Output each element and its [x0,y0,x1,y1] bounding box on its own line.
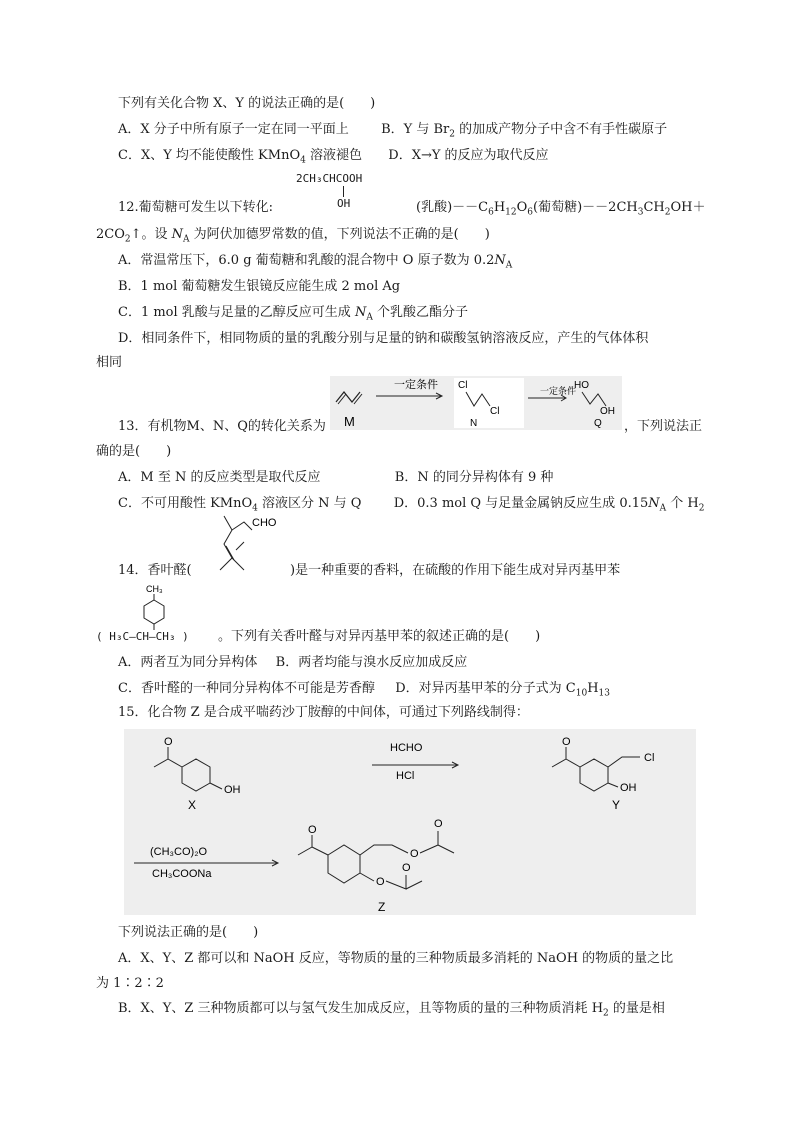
z-o-2: O [410,848,419,860]
citral-bond [236,542,244,550]
synthesis-route-svg [124,729,696,915]
y-o: O [562,736,571,748]
citral-cho: CHO [252,517,277,529]
question-12-lead: 12.葡萄糖可发生以下转化: [118,200,274,215]
z-ring [328,845,360,883]
label-q: Q [594,418,602,429]
question-13-lead: 13．有机物M、N、Q的转化关系为 [118,419,326,434]
label-cl-2: Cl [490,406,500,417]
label-z: Z [378,900,386,914]
x-o: O [164,736,173,748]
question-15-option-a-cont: 为 1∶2∶2 [96,976,164,991]
option-a: A．两者互为同分异构体 [118,655,258,670]
option-a: A．M 至 N 的反应类型是取代反应 [118,470,321,485]
question-15-stem: 下列说法正确的是( ) [118,925,259,940]
z-ch2-oac [360,845,408,855]
z-o-3: O [434,818,443,830]
question-13-options-cd [118,495,704,513]
option-c: C．香叶醛的一种同分异构体不可能是芳香醇 [118,681,375,696]
question-15-lead: 15．化合物 Z 是合成平喘药沙丁胺醇的中间体，可通过下列路线制得： [118,705,529,720]
y-ring [580,759,608,791]
cond2: 一定条件 [540,386,577,396]
reagent1-bottom: HCl [396,770,415,782]
label-m: M [344,414,355,429]
citral-double [226,546,234,560]
y-ch2cl [608,757,640,767]
question-14-options-ab [118,654,467,672]
x-oh-bond [210,783,222,789]
label-y: Y [612,798,621,812]
label-x: X [188,798,197,812]
y-acetyl-link [566,759,580,767]
p-cymene-structure [118,582,188,632]
question-14-lead: 14．香叶醛( [118,563,192,578]
y-oh: OH [620,782,637,794]
question-12-option-b: B．1 mol 葡萄糖发生银镜反应能生成 2 mol Ag [118,279,401,294]
question-13-tail: ，下列说法正 [624,419,703,434]
double-bond-2 [354,394,362,404]
reagent1-top: HCHO [390,742,423,754]
lactic-acid-formula: 2CH₃CHCOOH [296,172,363,185]
option-c: C．不可用酸性 KMnO$_4$ 溶液区分 N 与 Q [118,496,362,514]
question-11-stem: 下列有关化合物 X、Y 的说法正确的是( ) [118,96,376,111]
z-ester-1 [420,831,438,853]
label-n: N [470,418,478,429]
z-o-1: O [308,824,317,836]
citral-branch [232,522,252,530]
cymene-ring [144,600,164,624]
lactic-acid-oh: OH [337,197,351,210]
question-11-options-ab [118,121,667,139]
z-oac-bond [360,873,374,881]
reagent2-bottom: CH₃COONa [152,868,212,880]
question-14-options-cd [118,680,610,698]
label-ho: HO [574,380,589,391]
question-15-option-b: B．X、Y、Z 三种物质都可以与氢气发生加成反应，且等物质的量的三种物质消耗 $H_2$ 的量是相 [118,1001,665,1019]
question-13-options-ab [118,469,553,487]
option-d: D．0.3 mol Q 与足量金属钠反应生成 $0.15N_A$ 个 $H_2$ [393,496,705,514]
question-14-tail: )是一种重要的香料，在硫酸的作用下能生成对异丙基甲苯 [290,563,621,578]
question-12-stem-line2: $2CO_2↑$。设 $N_A$ 为阿伏加德罗常数的值，下列说法不正确的是( ) [96,227,490,245]
reagent2-top: (CH₃CO)₂O [150,846,208,858]
y-cl: Cl [644,752,655,764]
z-acetyl [298,835,312,855]
x-oh: OH [224,784,241,796]
mnq-reaction-svg [330,376,622,430]
option-b: B．Y 与 $Br_2$ 的加成产物分子中含不有手性碳原子 [381,122,668,140]
z-o-4: O [376,876,385,888]
z-acetyl-link [312,847,328,855]
z-ester-1-me [438,845,454,853]
x-ring [182,759,210,791]
y-oh-bond [608,783,618,787]
question-15-option-a: A．X、Y、Z 都可以和 NaOH 反应，等物质的量的三种物质最多消耗的 NaOH 的物质的量之比 [118,951,674,966]
question-11-options-cd [118,147,549,165]
question-12-option-a: A．常温常压下，6.0 g 葡萄糖和乳酸的混合物中 O 原子数为 $0.2N_A$ [118,253,513,271]
x-acetyl [154,747,168,767]
question-12-option-c: C．1 mol 乳酸与足量的乙醇反应可生成 $N_A$ 个乳酸乙酯分子 [118,305,468,323]
question-12-option-d: D．相同条件下，相同物质的量的乳酸分别与足量的钠和碳酸氢钠溶液反应，产生的气体体积 [118,331,649,346]
option-d: D．对异丙基甲苯的分子式为 $C_{10}H_{13}$ [395,681,610,699]
z-o-5: O [402,862,411,874]
double-bond-1 [338,394,346,404]
mnq-reaction-diagram [330,376,622,430]
question-12-equation: (乳酸)$--C_6H_{12}O_6$(葡萄糖)$--2CH_3CH_2OH+$ [416,200,706,218]
option-c: C．X、Y 均不能使酸性 KMnO$_4$ 溶液褪色 [118,148,362,166]
z-ester-2 [386,875,406,889]
citral-structure [206,512,292,582]
y-acetyl [552,747,566,767]
option-b: B．两者均能与溴水反应加成反应 [275,655,468,670]
p-cymene-formula: ( H₃C—CH—CH₃ ) [96,630,189,643]
cymene-ch3: CH₃ [146,584,163,594]
question-14-line2: 。下列有关香叶醛与对异丙基甲苯的叙述正确的是( ) [218,629,541,644]
formula-bond [343,186,344,197]
question-12-option-d-cont: 相同 [96,355,123,370]
x-acetyl-link [168,759,182,767]
question-13-line2: 确的是( ) [96,444,172,459]
z-ester-2-me [406,881,422,889]
label-oh: OH [600,406,615,417]
label-cl-1: Cl [458,380,468,391]
option-a: A．X 分子中所有原子一定在同一平面上 [118,122,349,137]
q-chain [582,392,606,406]
synthesis-route-diagram [124,729,696,915]
option-d: D．X→Y 的反应为取代反应 [388,148,549,163]
cond1: 一定条件 [394,379,438,391]
option-b: B．N 的同分异构体有 9 种 [394,470,554,485]
